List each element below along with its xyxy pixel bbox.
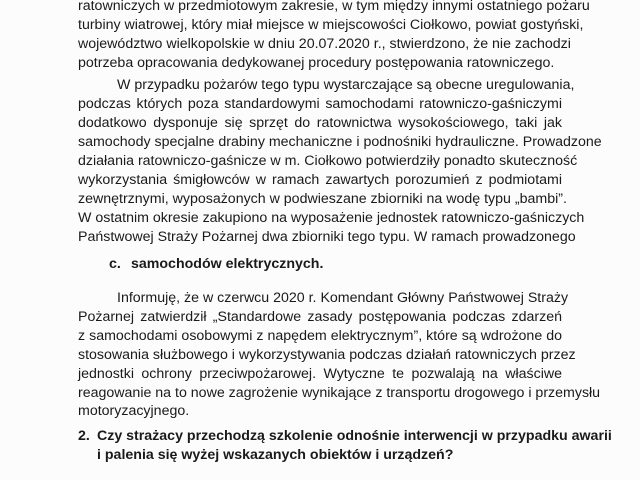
text-line: potrzeba opracowania dedykowanej procedury postępowania ratowniczego. <box>78 55 555 71</box>
question-line: Czy strażacy przechodzą szkolenie odnośnie interwencji w przypadku awarii <box>97 428 612 444</box>
text-line: reagowanie na to nowe zagrożenie wynikające z transportu drogowego i przemysłu <box>78 385 601 401</box>
question-line: i palenia się wyżej wskazanych obiektów i urządzeń? <box>97 447 454 463</box>
question-number: 2. <box>78 428 90 444</box>
section-marker: c. <box>109 256 121 272</box>
text-line: W przypadku pożarów tego typu wystarczające są obecne uregulowania, <box>117 77 575 93</box>
text-line: z samochodami osobowymi z napędem elektrycznym”, które są wdrożone do <box>78 328 562 344</box>
text-line: Informuję, że w czerwcu 2020 r. Komendant Główny Państwowej Straży <box>117 290 569 306</box>
text-line: stosowania służbowego i wykorzystywania podczas działań ratowniczych przez <box>78 347 576 363</box>
text-line: dodatkowo dysponuje się sprzęt do ratownictwa wysokościowego, taki jak <box>78 115 562 131</box>
text-line: turbiny wiatrowej, który miał miejsce w miejscowości Ciołkowo, powiat gostyński, <box>78 17 584 33</box>
text-line: samochody specjalne drabiny mechaniczne i podnośniki hydrauliczne. Prowadzone <box>78 134 602 150</box>
text-line: województwo wielkopolskie w dniu 20.07.2020 r., stwierdzono, że nie zachodzi <box>78 36 571 52</box>
text-line: Państwowej Straży Pożarnej dwa zbiorniki tego typu. W ramach prowadzonego <box>78 229 576 245</box>
section-title: samochodów elektrycznych. <box>131 256 324 272</box>
text-line: W ostatnim okresie zakupiono na wyposażenie jednostek ratowniczo-gaśniczych <box>78 210 585 226</box>
text-line: podczas których poza standardowymi samochodami ratowniczo-gaśniczymi <box>78 96 562 112</box>
text-line: motoryzacyjnego. <box>78 403 190 419</box>
text-line: działania ratowniczo-gaśnicze w m. Ciołkowo potwierdziły ponadto skuteczność <box>78 153 578 169</box>
text-line: jednostki ochrony przeciwpożarowej. Wytyczne te pozwalają na właściwe <box>78 366 562 382</box>
text-line: wykorzystania śmigłowców w ramach zawartych porozumień z podmiotami <box>78 172 562 188</box>
text-line: ratowniczych w przedmiotowym zakresie, w tym między innymi ostatniego pożaru <box>78 0 590 14</box>
text-line: Pożarnej zatwierdził „Standardowe zasady postępowania podczas zdarzeń <box>78 309 562 325</box>
text-line: zewnętrznymi, wyposażonych w podwieszane zbiorniki na wodę typu „bambi”. <box>78 191 567 207</box>
